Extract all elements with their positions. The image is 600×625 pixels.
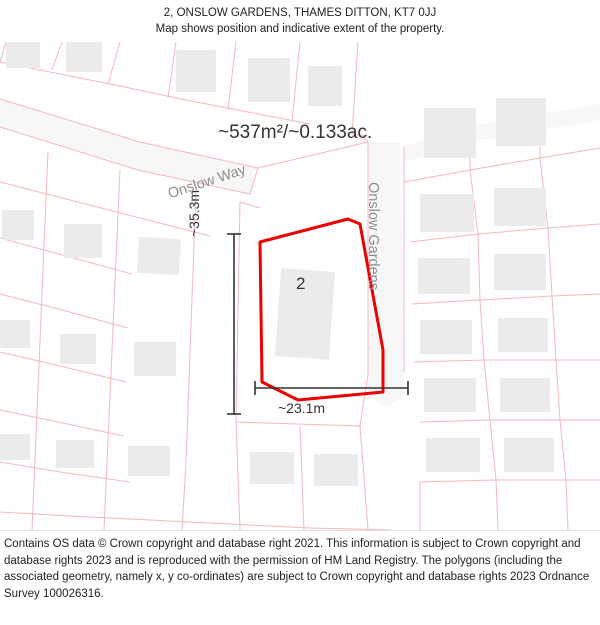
width-dimension-label: ~23.1m: [278, 400, 326, 416]
map-header: [0, 0, 600, 42]
copyright-footer: Contains OS data © Crown copyright and database right 2021. This information is subject to Crown copyright and database rights 2023 and is reproduced with the permission of HM Land Registry. The polygons (including the associated geometry, namely x, y co-ordinates) are subject to Crown copyright and database rights 2023 Ordnance Survey 100026316.: [0, 530, 600, 625]
area-label: ~537m²/~0.133ac.: [218, 122, 373, 143]
plot-number-label: 2: [296, 274, 306, 293]
page-title: 2, ONSLOW GARDENS, THAMES DITTON, KT7 0JJ: [163, 7, 437, 19]
page-subtitle: Map shows position and indicative extent of the property.: [155, 23, 445, 35]
map-canvas[interactable]: [0, 42, 600, 530]
height-dimension-label: ~35.3m: [186, 189, 202, 237]
street-label-onslow-way: Onslow Way: [166, 162, 248, 203]
street-label-onslow-gardens: Onslow Gardens: [365, 182, 381, 290]
